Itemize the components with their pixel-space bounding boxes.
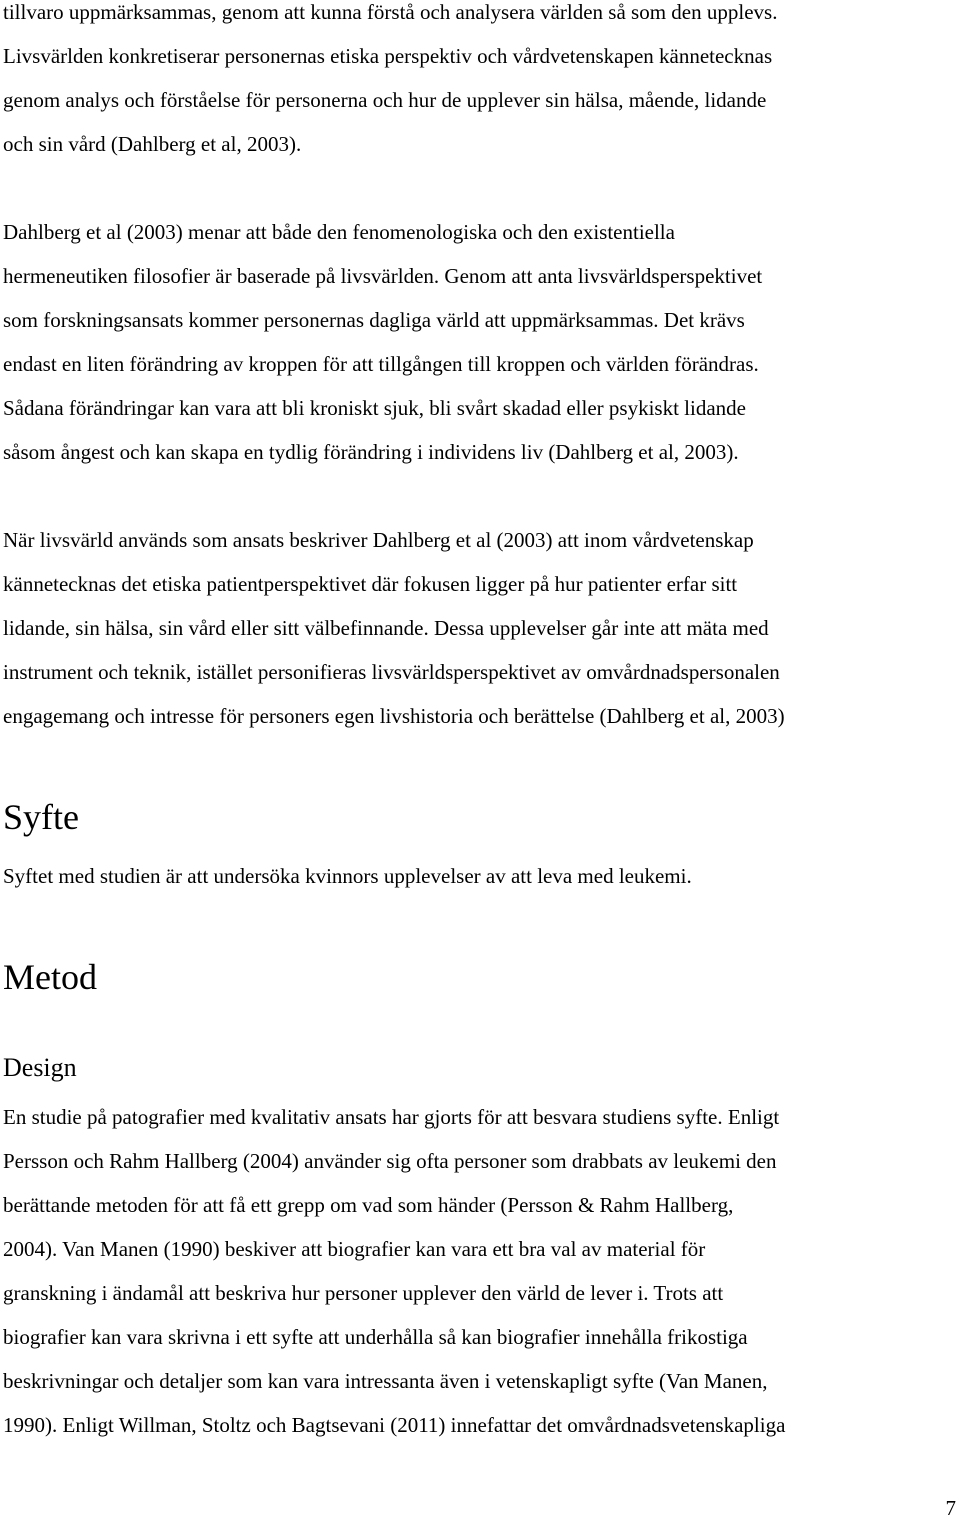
text-line: Sådana förändringar kan vara att bli kroniskt sjuk, bli svårt skadad eller psykiskt lidande (3, 396, 746, 420)
page-number: 7 (945, 1496, 956, 1520)
text-line: biografier kan vara skrivna i ett syfte att underhålla så kan biografier innehålla frikostiga (3, 1325, 748, 1349)
text-line: 1990). Enligt Willman, Stoltz och Bagtsevani (2011) innefattar det omvårdnadsvetenskapliga (3, 1413, 786, 1437)
text-line: Livsvärlden konkretiserar personernas etiska perspektiv och vårdvetenskapen kännetecknas (3, 44, 773, 68)
section-heading-metod: Metod (3, 957, 97, 997)
text-line: beskrivningar och detaljer som kan vara intressanta även i vetenskapligt syfte (Van Manen, (3, 1369, 768, 1393)
text-line: kännetecknas det etiska patientperspektivet där fokusen ligger på hur patienter erfar sitt (3, 572, 738, 596)
text-line: granskning i ändamål att beskriva hur personer upplever den värld de lever i. Trots att (3, 1281, 724, 1305)
text-line: tillvaro uppmärksammas, genom att kunna förstå och analysera världen så som den upplevs. (3, 0, 778, 24)
text-line: instrument och teknik, istället personifieras livsvärldsperspektivet av omvårdnadspersonalen (3, 660, 780, 684)
text-line: genom analys och förståelse för personerna och hur de upplever sin hälsa, mående, lidande (3, 88, 767, 112)
text-line: endast en liten förändring av kroppen för att tillgången till kroppen och världen förändras. (3, 352, 759, 376)
text-line: berättande metoden för att få ett grepp om vad som händer (Persson & Rahm Hallberg, (3, 1193, 734, 1217)
text-line: När livsvärld används som ansats beskriver Dahlberg et al (2003) att inom vårdvetenskap (3, 528, 754, 552)
text-line: En studie på patografier med kvalitativ ansats har gjorts för att besvara studiens syfte. Enligt (3, 1105, 780, 1129)
subheading-design: Design (3, 1053, 77, 1082)
text-line: 2004). Van Manen (1990) beskiver att biografier kan vara ett bra val av material för (3, 1237, 706, 1261)
text-line: Dahlberg et al (2003) menar att både den fenomenologiska och den existentiella (3, 220, 675, 244)
text-line: såsom ångest och kan skapa en tydlig förändring i individens liv (Dahlberg et al, 2003). (3, 440, 739, 464)
syfte-text: Syftet med studien är att undersöka kvinnors upplevelser av att leva med leukemi. (3, 864, 692, 888)
section-heading-syfte: Syfte (3, 797, 79, 837)
text-line: engagemang och intresse för personers egen livshistoria och berättelse (Dahlberg et al, 2003) (3, 704, 785, 728)
text-line: lidande, sin hälsa, sin vård eller sitt välbefinnande. Dessa upplevelser går inte att mäta med (3, 616, 769, 640)
text-line: och sin vård (Dahlberg et al, 2003). (3, 132, 302, 156)
text-line: hermeneutiken filosofier är baserade på livsvärlden. Genom att anta livsvärldsperspektivet (3, 264, 763, 288)
text-line: Persson och Rahm Hallberg (2004) använder sig ofta personer som drabbats av leukemi den (3, 1149, 777, 1173)
text-line: som forskningsansats kommer personernas dagliga värld att uppmärksammas. Det krävs (3, 308, 745, 332)
